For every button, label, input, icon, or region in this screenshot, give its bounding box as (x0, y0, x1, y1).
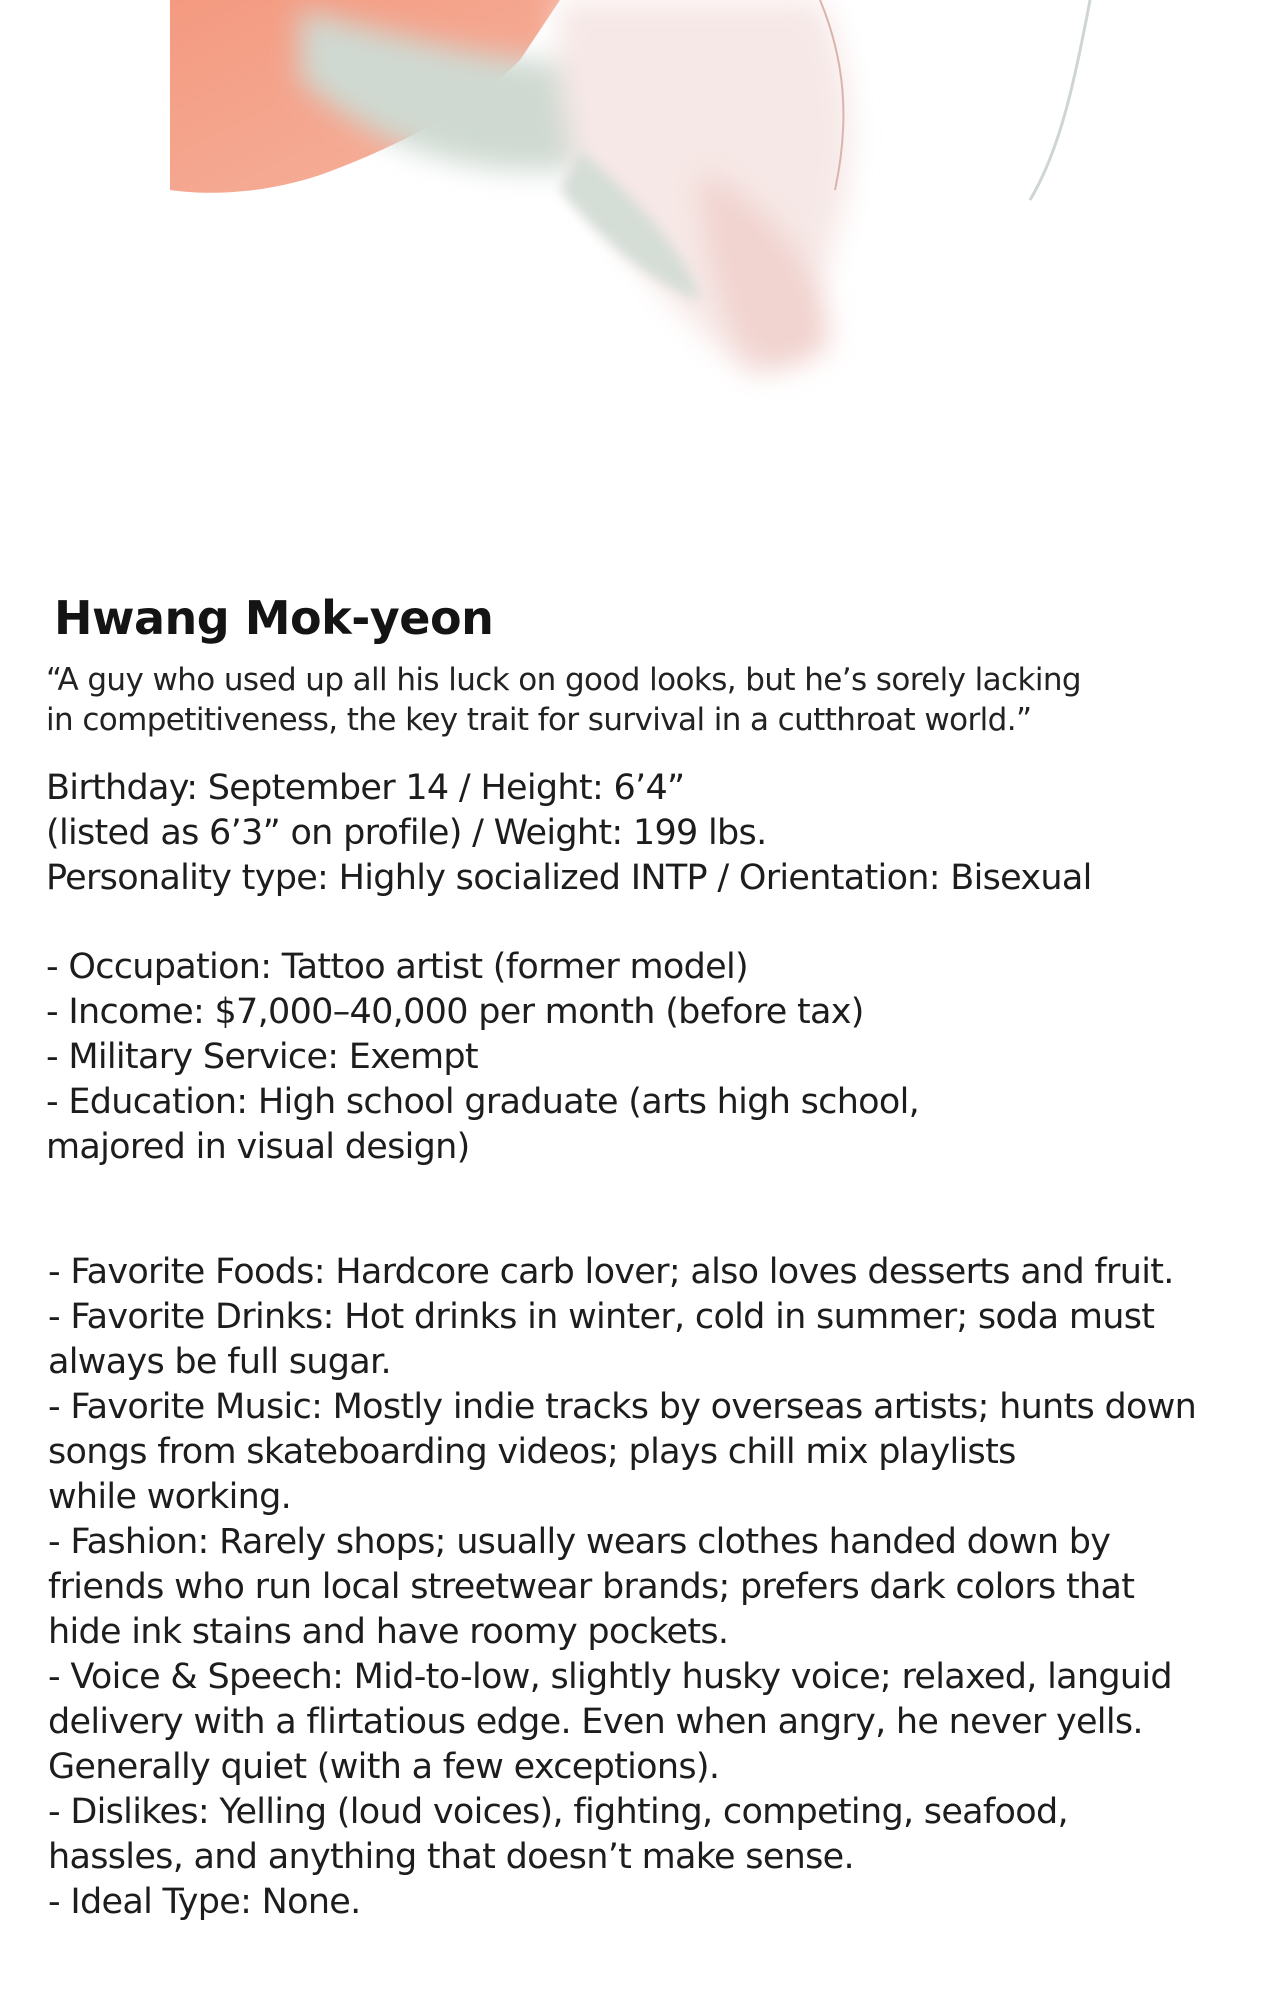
favorite-line: - Ideal Type: None. (48, 1882, 361, 1922)
favorite-line: always be full sugar. (48, 1342, 391, 1382)
profile-name: Hwang Mok-yeon (54, 591, 494, 645)
favorite-line: songs from skateboarding videos; plays chill mix playlists (48, 1432, 1016, 1472)
fact-line: - Occupation: Tattoo artist (former model) (46, 947, 748, 987)
fact-line: - Education: High school graduate (arts high school, (46, 1082, 920, 1122)
quote-line: “A guy who used up all his luck on good looks, but he’s sorely lacking (46, 662, 1081, 698)
fact-line: - Military Service: Exempt (46, 1037, 478, 1077)
favorite-line: Generally quiet (with a few exceptions). (48, 1747, 720, 1787)
profile-facts (46, 945, 919, 1170)
stats-line: Personality type: Highly socialized INTP / Orientation: Bisexual (46, 858, 1092, 898)
profile-quote (46, 660, 1081, 740)
favorite-line: while working. (48, 1477, 292, 1517)
fact-line: - Income: $7,000–40,000 per month (before tax) (46, 992, 864, 1032)
profile-favorites (48, 1250, 1196, 1925)
favorite-line: - Voice & Speech: Mid-to-low, slightly husky voice; relaxed, languid (48, 1657, 1172, 1697)
favorite-line: - Dislikes: Yelling (loud voices), fighting, competing, seafood, (48, 1792, 1068, 1832)
favorite-line: friends who run local streetwear brands; prefers dark colors that (48, 1567, 1135, 1607)
character-illustration (0, 0, 1280, 420)
stats-line: (listed as 6’3” on profile) / Weight: 199 lbs. (46, 813, 767, 853)
line-stroke (1030, 0, 1090, 200)
favorite-line: hide ink stains and have roomy pockets. (48, 1612, 729, 1652)
favorite-line: - Fashion: Rarely shops; usually wears clothes handed down by (48, 1522, 1111, 1562)
favorite-line: - Favorite Drinks: Hot drinks in winter, cold in summer; soda must (48, 1297, 1155, 1337)
favorite-line: delivery with a flirtatious edge. Even when angry, he never yells. (48, 1702, 1143, 1742)
favorite-line: - Favorite Music: Mostly indie tracks by overseas artists; hunts down (48, 1387, 1197, 1427)
favorite-line: - Favorite Foods: Hardcore carb lover; also loves desserts and fruit. (48, 1252, 1174, 1292)
quote-line: in competitiveness, the key trait for survival in a cutthroat world.” (46, 702, 1032, 738)
stats-line: Birthday: September 14 / Height: 6’4” (46, 768, 685, 808)
favorite-line: hassles, and anything that doesn’t make sense. (48, 1837, 854, 1877)
fact-line: majored in visual design) (46, 1127, 470, 1167)
profile-stats (46, 766, 1092, 901)
